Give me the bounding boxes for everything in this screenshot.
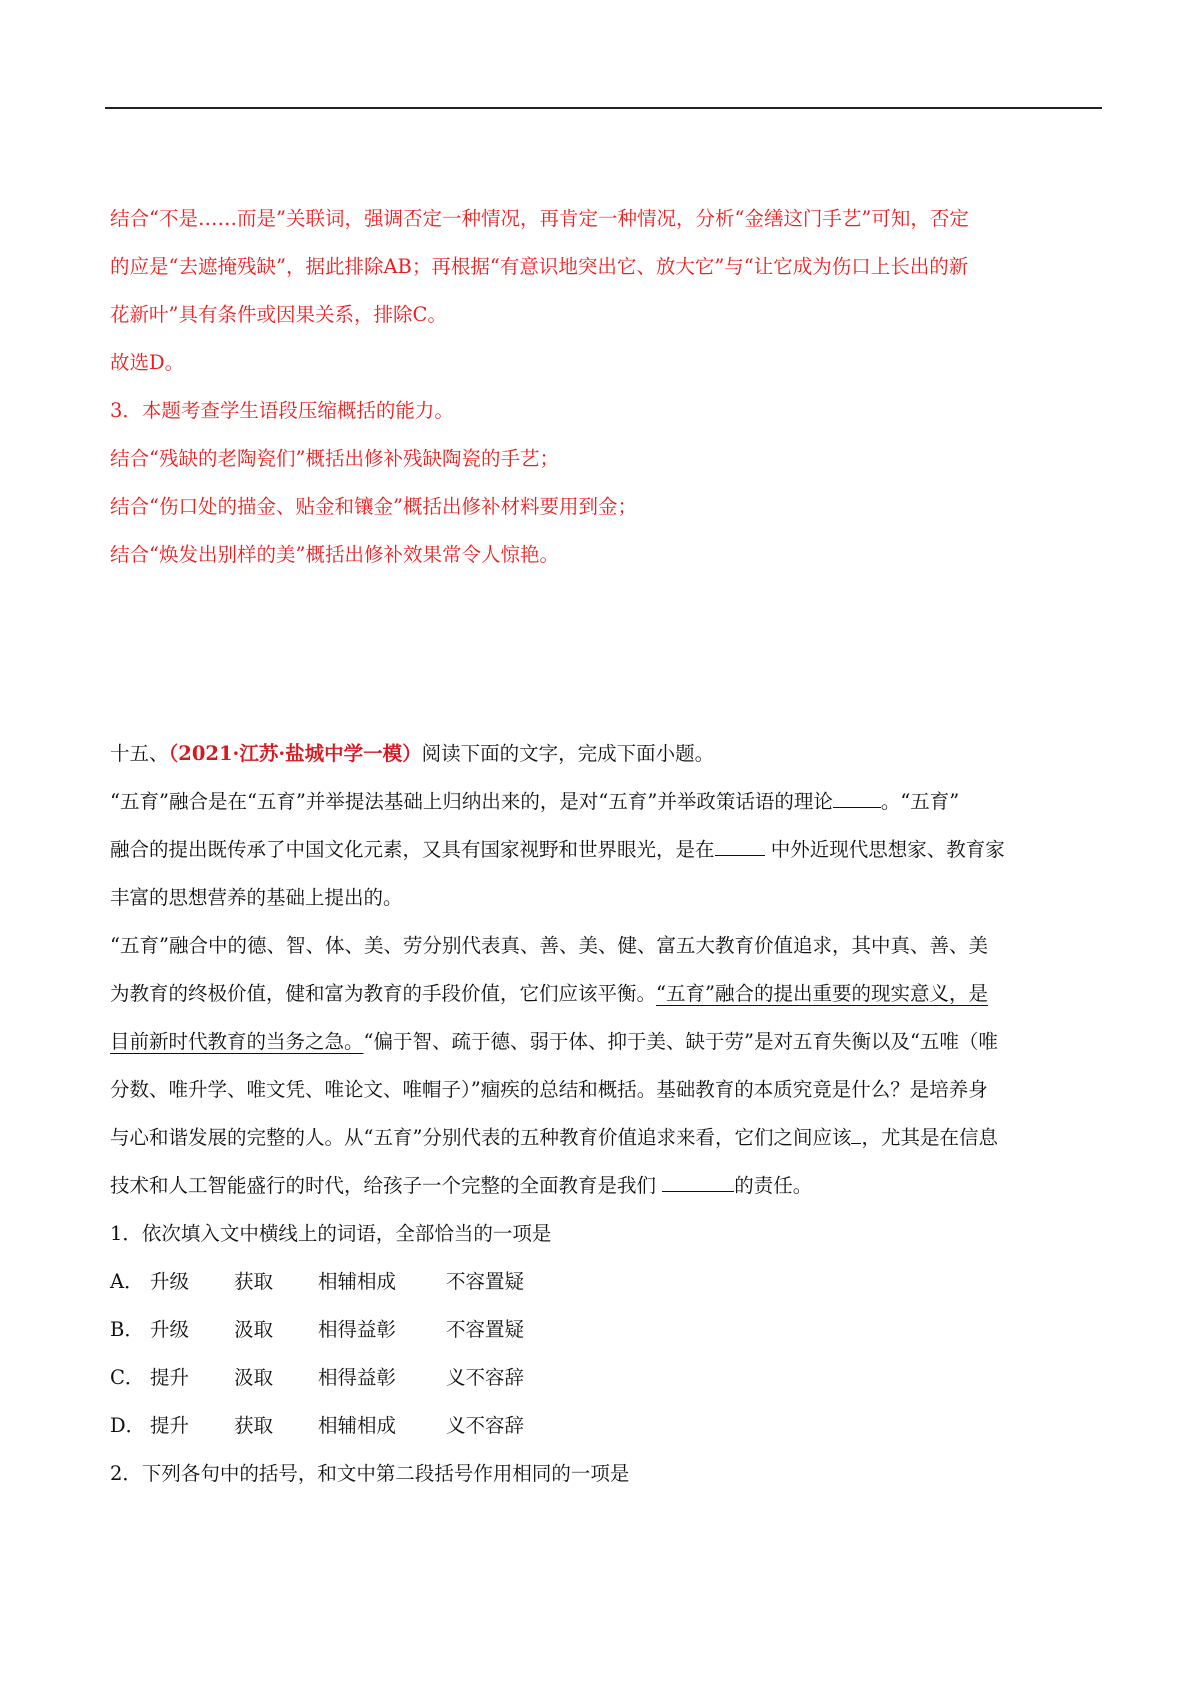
- question-number: 十五、: [110, 742, 169, 765]
- question-instruction: 阅读下面的文字，完成下面小题。: [421, 742, 715, 765]
- answer-line: 结合“伤口处的描金、贴金和镶金”概括出修补材料要用到金；: [110, 495, 637, 518]
- option-word: 提升: [150, 1366, 190, 1389]
- option-word: 汲取: [234, 1318, 274, 1341]
- question-1-options: [110, 1258, 1100, 1450]
- option-word: 提升: [150, 1414, 190, 1437]
- passage-text: 为教育的终极价值，健和富为教育的手段价值，它们应该平衡。: [110, 982, 657, 1005]
- passage-text: 中外近现代思想家、教育家: [764, 838, 1005, 861]
- option-letter: A．: [110, 1270, 144, 1293]
- blank-2: [715, 837, 765, 856]
- question-section: [110, 730, 1100, 1498]
- passage-line: [110, 778, 1100, 826]
- option-word: 相辅相成: [318, 1414, 397, 1437]
- option-b[interactable]: [110, 1306, 1100, 1354]
- answer-line: 结合“残缺的老陶瓷们”概括出修补残缺陶瓷的手艺；: [110, 447, 559, 470]
- option-d[interactable]: [110, 1402, 1100, 1450]
- blank-4: [662, 1173, 734, 1192]
- passage-text: 的责任。: [734, 1174, 813, 1197]
- option-word: 不容置疑: [446, 1270, 525, 1293]
- answer-line: 结合“不是……而是”关联词，强调否定一种情况，再肯定一种情况，分析“金缮这门手艺”可知，否定: [110, 207, 969, 230]
- answer-line: 花新叶”具有条件或因果关系，排除C。: [110, 303, 447, 326]
- option-word: 获取: [234, 1270, 274, 1293]
- answer-choice: 故选D。: [110, 351, 185, 374]
- option-word: 升级: [150, 1318, 190, 1341]
- option-word: 升级: [150, 1270, 190, 1293]
- passage-text: ，尤其是在信息: [861, 1126, 998, 1149]
- option-word: 汲取: [234, 1366, 274, 1389]
- passage-line: [110, 1018, 1100, 1066]
- option-word: 相辅相成: [318, 1270, 397, 1293]
- option-word: 相得益彰: [318, 1318, 397, 1341]
- option-word: 不容置疑: [446, 1318, 525, 1341]
- answer-line: 的应是“去遮掩残缺”，据此排除AB；再根据“有意识地突出它、放大它”与“让它成为伤口上长出的新: [110, 255, 969, 278]
- passage-line: [110, 970, 1100, 1018]
- option-word: 义不容辞: [446, 1414, 525, 1437]
- option-word: 义不容辞: [446, 1366, 525, 1389]
- option-word: 获取: [234, 1414, 274, 1437]
- passage-line: 分数、唯升学、唯文凭、唯论文、唯帽子）”痼疾的总结和概括。基础教育的本质究竟是什么？是培养身: [110, 1078, 988, 1101]
- answer-explanation: [110, 195, 1100, 579]
- underlined-sentence: “五育”融合的提出重要的现实意义，是: [656, 982, 988, 1005]
- option-letter: C．: [110, 1366, 145, 1389]
- question-1-stem: 1．依次填入文中横线上的词语，全部恰当的一项是: [110, 1222, 552, 1245]
- passage-text: 融合的提出既传承了中国文化元素，又具有国家视野和世界眼光，是在: [110, 838, 715, 861]
- passage-text: “五育”融合是在“五育”并举提法基础上归纳出来的，是对“五育”并举政策话语的理论: [110, 790, 833, 813]
- option-letter: D．: [110, 1414, 146, 1437]
- passage-text: 。“五育”: [880, 790, 960, 813]
- passage-text: 技术和人工智能盛行的时代，给孩子一个完整的全面教育是我们: [110, 1174, 663, 1197]
- answer-line: 结合“焕发出别样的美”概括出修补效果常令人惊艳。: [110, 543, 559, 566]
- passage-line: [110, 1162, 1100, 1210]
- option-word: 相得益彰: [318, 1366, 397, 1389]
- question-heading: [110, 730, 1100, 778]
- header-rule: [105, 107, 1102, 109]
- passage-line: “五育”融合中的德、智、体、美、劳分别代表真、善、美、健、富五大教育价值追求，其中真、善、美: [110, 934, 988, 957]
- passage-line: 丰富的思想营养的基础上提出的。: [110, 886, 403, 909]
- blank-3: [851, 1125, 861, 1144]
- option-letter: B．: [110, 1318, 144, 1341]
- answer-line: 3．本题考查学生语段压缩概括的能力。: [110, 399, 454, 422]
- underlined-sentence: 目前新时代教育的当务之急。: [110, 1030, 364, 1053]
- option-c[interactable]: [110, 1354, 1100, 1402]
- question-source: （2021·江苏·盐城中学一模）: [168, 742, 422, 765]
- passage-line: [110, 1114, 1100, 1162]
- passage-line: [110, 826, 1100, 874]
- passage-text: “偏于智、疏于德、弱于体、抑于美、缺于劳”是对五育失衡以及“五唯（唯: [363, 1030, 998, 1053]
- blank-1: [833, 789, 881, 808]
- question-2-stem: 2．下列各句中的括号，和文中第二段括号作用相同的一项是: [110, 1462, 630, 1485]
- passage-text: 与心和谐发展的完整的人。从“五育”分别代表的五种教育价值追求来看，它们之间应该: [110, 1126, 852, 1149]
- option-a[interactable]: [110, 1258, 1100, 1306]
